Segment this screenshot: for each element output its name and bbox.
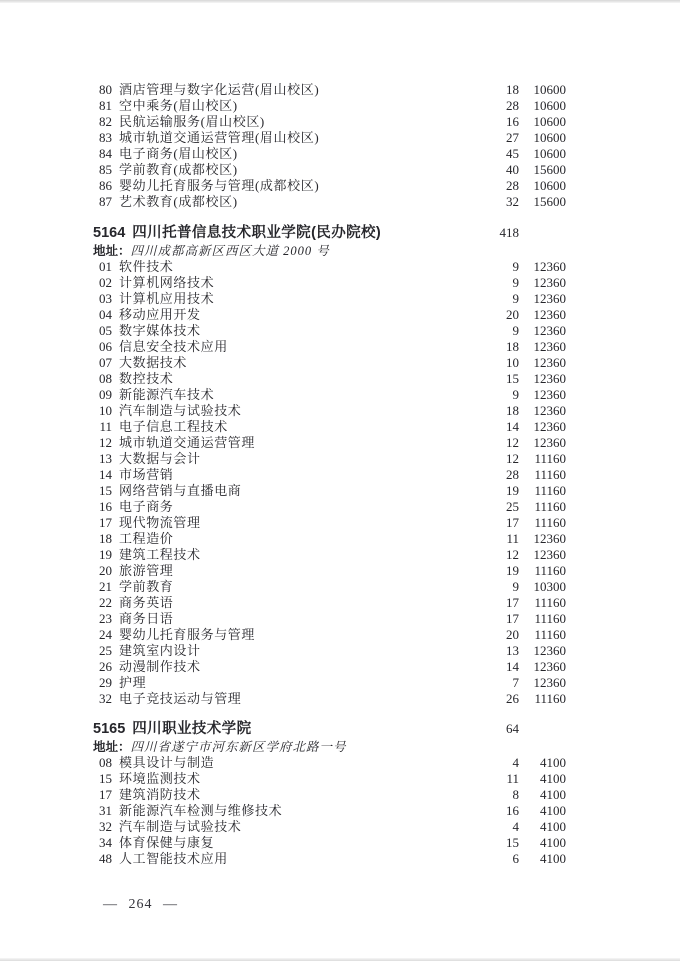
program-plan-count: 28 <box>506 98 519 113</box>
program-code: 10 <box>99 403 112 418</box>
college-header <box>93 223 566 243</box>
program-plan-count: 12 <box>506 435 519 450</box>
address-label: 地址： <box>93 740 131 754</box>
program-name: 模具设计与制造 <box>119 755 215 770</box>
program-code: 24 <box>99 627 112 642</box>
program-plan-count: 6 <box>512 851 519 866</box>
program-fee: 11160 <box>534 515 566 530</box>
college-name: 四川托普信息技术职业学院(民办院校) <box>132 225 382 241</box>
program-code: 31 <box>99 803 112 818</box>
program-fee: 15600 <box>533 162 566 177</box>
program-plan-count: 26 <box>506 691 519 706</box>
program-name: 商务日语 <box>119 611 174 626</box>
program-plan-count: 15 <box>506 835 519 850</box>
program-name: 建筑工程技术 <box>119 547 201 562</box>
program-plan-count: 7 <box>512 675 519 690</box>
program-plan-count: 15 <box>506 371 519 386</box>
program-code: 84 <box>99 146 112 161</box>
program-fee: 4100 <box>540 819 566 834</box>
program-code: 07 <box>99 355 112 370</box>
program-code: 21 <box>99 579 112 594</box>
address-text: 四川省遂宁市河东新区学府北路一号 <box>130 740 347 754</box>
program-row <box>93 98 566 114</box>
program-code: 16 <box>99 499 112 514</box>
program-plan-count: 27 <box>506 130 519 145</box>
program-row <box>93 194 566 210</box>
program-list-continuation <box>93 82 566 210</box>
program-row <box>93 291 566 307</box>
program-name: 数控技术 <box>119 371 174 386</box>
program-name: 数字媒体技术 <box>119 323 201 338</box>
program-row <box>93 803 566 819</box>
program-fee: 12360 <box>533 403 566 418</box>
program-code: 15 <box>99 771 112 786</box>
program-fee: 12360 <box>533 387 566 402</box>
program-fee: 11160 <box>534 563 566 578</box>
program-code: 17 <box>99 787 112 802</box>
program-code: 12 <box>99 435 112 450</box>
program-row <box>93 259 566 275</box>
program-plan-count: 4 <box>512 755 519 770</box>
program-fee: 11160 <box>534 611 566 626</box>
program-row <box>93 467 566 483</box>
program-row <box>93 643 566 659</box>
program-row <box>93 547 566 563</box>
program-plan-count: 16 <box>506 114 519 129</box>
program-name: 计算机应用技术 <box>119 291 215 306</box>
program-fee: 12360 <box>533 643 566 658</box>
program-name: 人工智能技术应用 <box>119 851 228 866</box>
program-plan-count: 17 <box>506 595 519 610</box>
program-fee: 12360 <box>533 547 566 562</box>
program-fee: 12360 <box>533 371 566 386</box>
program-row <box>93 691 566 707</box>
program-code: 11 <box>99 419 112 434</box>
program-code: 08 <box>99 371 112 386</box>
program-name: 汽车制造与试验技术 <box>119 819 242 834</box>
program-code: 87 <box>99 194 112 209</box>
program-name: 动漫制作技术 <box>119 659 201 674</box>
program-row <box>93 659 566 675</box>
program-name: 软件技术 <box>119 259 174 274</box>
program-fee: 10600 <box>533 114 566 129</box>
program-row <box>93 595 566 611</box>
program-row <box>93 178 566 194</box>
college-code: 5165 <box>93 721 126 737</box>
program-code: 29 <box>99 675 112 690</box>
program-code: 85 <box>99 162 112 177</box>
program-row <box>93 531 566 547</box>
program-fee: 4100 <box>540 771 566 786</box>
program-code: 32 <box>99 819 112 834</box>
program-plan-count: 18 <box>506 82 519 97</box>
program-fee: 11160 <box>534 467 566 482</box>
program-code: 04 <box>99 307 112 322</box>
page-content <box>93 82 566 913</box>
program-plan-count: 9 <box>512 387 519 402</box>
program-fee: 11160 <box>534 483 566 498</box>
program-code: 82 <box>99 114 112 129</box>
program-name: 电子信息工程技术 <box>119 419 228 434</box>
program-fee: 4100 <box>540 787 566 802</box>
program-row <box>93 82 566 98</box>
program-plan-count: 17 <box>506 611 519 626</box>
program-name: 计算机网络技术 <box>119 275 215 290</box>
program-fee: 11160 <box>534 691 566 706</box>
program-row <box>93 419 566 435</box>
college-code: 5164 <box>93 225 126 241</box>
college-section-5164 <box>93 223 566 707</box>
program-name: 护理 <box>119 675 147 690</box>
program-fee: 4100 <box>540 755 566 770</box>
program-name: 旅游管理 <box>119 563 174 578</box>
program-row <box>93 787 566 803</box>
program-name: 空中乘务(眉山校区) <box>119 98 238 113</box>
program-plan-count: 9 <box>512 291 519 306</box>
program-code: 80 <box>99 82 112 97</box>
program-row <box>93 371 566 387</box>
program-fee: 12360 <box>533 435 566 450</box>
program-fee: 11160 <box>534 595 566 610</box>
program-code: 17 <box>99 515 112 530</box>
program-row <box>93 515 566 531</box>
program-code: 14 <box>99 467 112 482</box>
program-row <box>93 307 566 323</box>
program-fee: 12360 <box>533 275 566 290</box>
program-name: 现代物流管理 <box>119 515 201 530</box>
program-code: 18 <box>99 531 112 546</box>
program-row <box>93 835 566 851</box>
program-name: 艺术教育(成都校区) <box>119 194 238 209</box>
program-plan-count: 11 <box>506 771 519 786</box>
program-code: 86 <box>99 178 112 193</box>
program-fee: 10600 <box>533 82 566 97</box>
program-plan-count: 40 <box>506 162 519 177</box>
program-code: 02 <box>99 275 112 290</box>
program-name: 婴幼儿托育服务与管理 <box>119 627 256 642</box>
program-row <box>93 403 566 419</box>
program-name: 移动应用开发 <box>119 307 201 322</box>
program-plan-count: 28 <box>506 178 519 193</box>
program-plan-count: 20 <box>506 627 519 642</box>
program-fee: 10300 <box>533 579 566 594</box>
program-code: 32 <box>99 691 112 706</box>
program-plan-count: 9 <box>512 275 519 290</box>
program-row <box>93 675 566 691</box>
program-fee: 12360 <box>533 355 566 370</box>
program-code: 05 <box>99 323 112 338</box>
program-plan-count: 11 <box>506 531 519 546</box>
program-plan-count: 9 <box>512 259 519 274</box>
program-row <box>93 563 566 579</box>
program-name: 市场营销 <box>119 467 174 482</box>
program-row <box>93 130 566 146</box>
program-plan-count: 19 <box>506 563 519 578</box>
address-label: 地址： <box>93 244 131 258</box>
program-fee: 12360 <box>533 339 566 354</box>
program-name: 环境监测技术 <box>119 771 201 786</box>
program-plan-count: 4 <box>512 819 519 834</box>
program-code: 09 <box>99 387 112 402</box>
program-name: 建筑消防技术 <box>119 787 201 802</box>
program-code: 23 <box>99 611 112 626</box>
address-text: 四川成都高新区西区大道 2000 号 <box>130 244 330 258</box>
program-code: 81 <box>99 98 112 113</box>
program-fee: 4100 <box>540 803 566 818</box>
program-name: 电子商务 <box>119 499 174 514</box>
program-name: 建筑室内设计 <box>119 643 201 658</box>
program-name: 城市轨道交通运营管理(眉山校区) <box>119 130 320 145</box>
program-fee: 11160 <box>534 451 566 466</box>
program-row <box>93 387 566 403</box>
program-row <box>93 771 566 787</box>
program-code: 08 <box>99 755 112 770</box>
program-row <box>93 851 566 867</box>
program-plan-count: 9 <box>512 323 519 338</box>
program-plan-count: 10 <box>506 355 519 370</box>
program-row <box>93 162 566 178</box>
college-header <box>93 719 566 739</box>
program-row <box>93 451 566 467</box>
program-fee: 10600 <box>533 146 566 161</box>
college-total-plan: 418 <box>499 225 519 240</box>
program-fee: 12360 <box>533 675 566 690</box>
program-fee: 12360 <box>533 323 566 338</box>
program-fee: 10600 <box>533 178 566 193</box>
program-plan-count: 45 <box>506 146 519 161</box>
program-name: 电子商务(眉山校区) <box>119 146 238 161</box>
program-name: 学前教育 <box>119 579 174 594</box>
program-code: 13 <box>99 451 112 466</box>
program-fee: 10600 <box>533 98 566 113</box>
program-code: 22 <box>99 595 112 610</box>
program-row <box>93 355 566 371</box>
program-row <box>93 146 566 162</box>
program-name: 工程造价 <box>119 531 174 546</box>
program-code: 83 <box>99 130 112 145</box>
program-plan-count: 9 <box>512 579 519 594</box>
program-row <box>93 435 566 451</box>
program-row <box>93 323 566 339</box>
program-row <box>93 627 566 643</box>
program-row <box>93 755 566 771</box>
program-plan-count: 18 <box>506 403 519 418</box>
program-row <box>93 499 566 515</box>
program-name: 网络营销与直播电商 <box>119 483 242 498</box>
program-name: 学前教育(成都校区) <box>119 162 238 177</box>
program-name: 商务英语 <box>119 595 174 610</box>
program-plan-count: 16 <box>506 803 519 818</box>
college-section-5165 <box>93 719 566 867</box>
program-code: 48 <box>99 851 112 866</box>
program-plan-count: 14 <box>506 659 519 674</box>
program-name: 新能源汽车检测与维修技术 <box>119 803 283 818</box>
program-fee: 4100 <box>540 835 566 850</box>
program-row <box>93 579 566 595</box>
program-fee: 12360 <box>533 307 566 322</box>
program-plan-count: 32 <box>506 194 519 209</box>
program-fee: 10600 <box>533 130 566 145</box>
program-name: 大数据与会计 <box>119 451 201 466</box>
program-code: 26 <box>99 659 112 674</box>
program-code: 03 <box>99 291 112 306</box>
program-plan-count: 13 <box>506 643 519 658</box>
program-fee: 12360 <box>533 659 566 674</box>
program-code: 19 <box>99 547 112 562</box>
program-fee: 11160 <box>534 627 566 642</box>
college-name: 四川职业技术学院 <box>132 721 252 737</box>
college-address-row <box>93 243 566 259</box>
program-plan-count: 25 <box>506 499 519 514</box>
program-row <box>93 611 566 627</box>
program-fee: 11160 <box>534 499 566 514</box>
program-row <box>93 339 566 355</box>
program-row <box>93 819 566 835</box>
program-plan-count: 8 <box>512 787 519 802</box>
program-name: 信息安全技术应用 <box>119 339 228 354</box>
program-name: 大数据技术 <box>119 355 188 370</box>
program-plan-count: 28 <box>506 467 519 482</box>
program-code: 25 <box>99 643 112 658</box>
program-name: 酒店管理与数字化运营(眉山校区) <box>119 82 320 97</box>
program-code: 15 <box>99 483 112 498</box>
program-code: 06 <box>99 339 112 354</box>
program-plan-count: 19 <box>506 483 519 498</box>
program-name: 城市轨道交通运营管理 <box>119 435 256 450</box>
program-list <box>93 755 566 867</box>
page-number: — 264 — <box>103 897 178 912</box>
program-fee: 12360 <box>533 259 566 274</box>
program-name: 汽车制造与试验技术 <box>119 403 242 418</box>
program-plan-count: 12 <box>506 547 519 562</box>
program-row <box>93 114 566 130</box>
program-name: 电子竞技运动与管理 <box>119 691 242 706</box>
program-plan-count: 18 <box>506 339 519 354</box>
program-list <box>93 259 566 707</box>
program-name: 婴幼儿托育服务与管理(成都校区) <box>119 178 320 193</box>
program-fee: 15600 <box>533 194 566 209</box>
program-row <box>93 275 566 291</box>
program-fee: 12360 <box>533 419 566 434</box>
program-code: 34 <box>99 835 112 850</box>
college-total-plan: 64 <box>506 721 519 736</box>
program-code: 01 <box>99 259 112 274</box>
program-code: 20 <box>99 563 112 578</box>
college-address-row <box>93 739 566 755</box>
program-name: 新能源汽车技术 <box>119 387 215 402</box>
program-plan-count: 14 <box>506 419 519 434</box>
program-plan-count: 20 <box>506 307 519 322</box>
program-name: 民航运输服务(眉山校区) <box>119 114 265 129</box>
program-plan-count: 12 <box>506 451 519 466</box>
program-name: 体育保健与康复 <box>119 835 215 850</box>
program-plan-count: 17 <box>506 515 519 530</box>
program-fee: 12360 <box>533 291 566 306</box>
program-row <box>93 483 566 499</box>
scan-artifact-top <box>0 0 680 3</box>
program-fee: 4100 <box>540 851 566 866</box>
program-fee: 12360 <box>533 531 566 546</box>
